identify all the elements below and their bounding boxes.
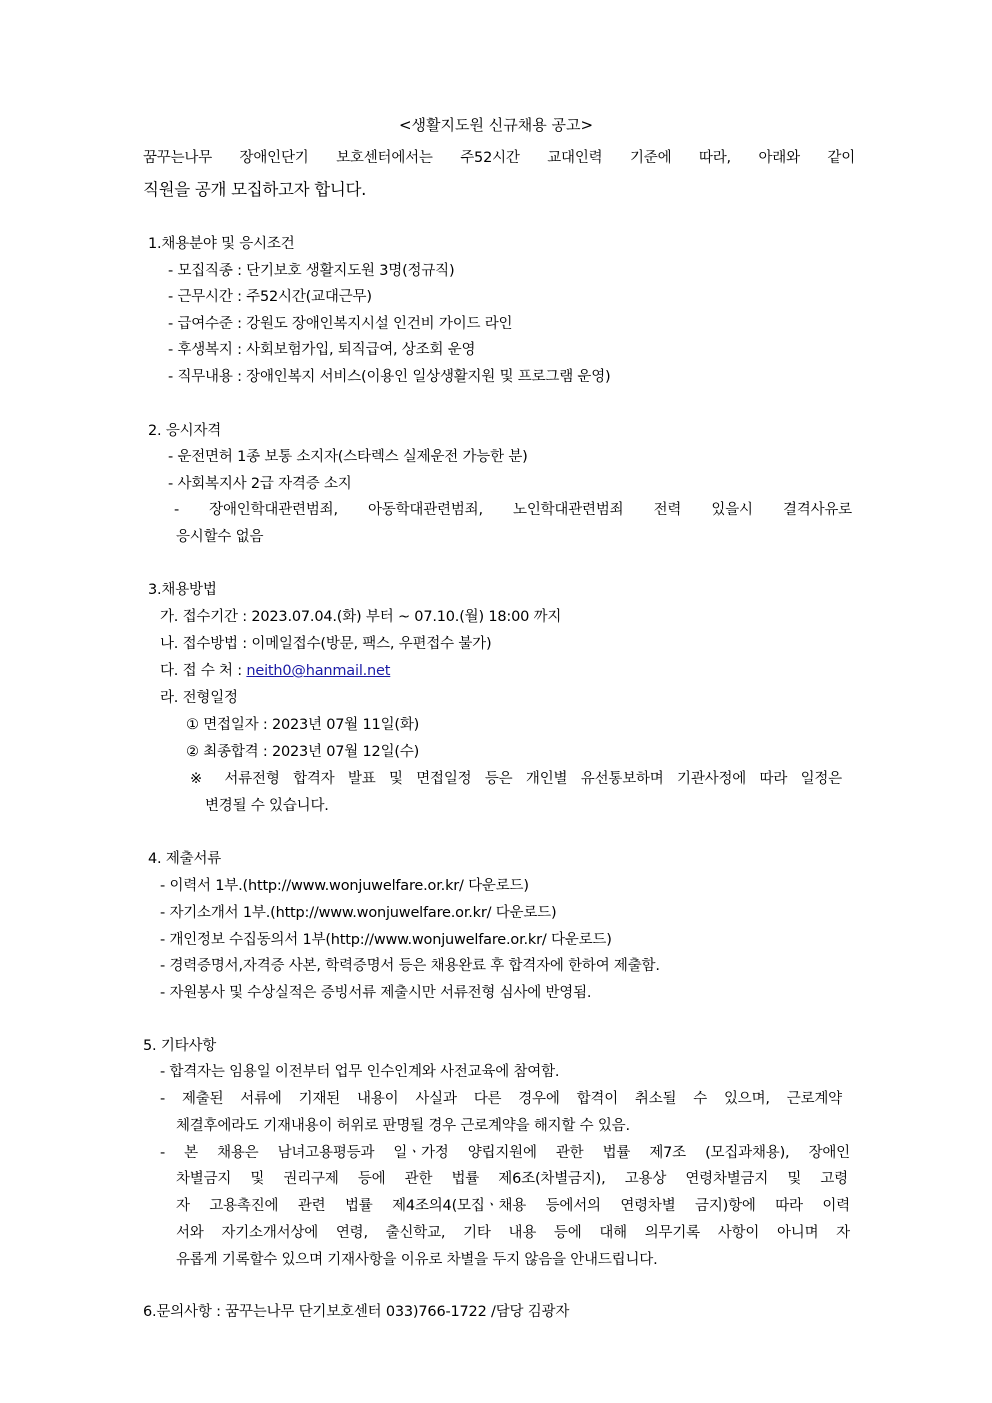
misc-item-equality-line-2: 차별금지 및 권리구제 등에 관한 법률 제6조(차별금지), 고용상 연령차별금지 및 고령 [176,1171,848,1187]
misc-item-equality-line-1: - 본 채용은 남녀고용평등과 일ㆍ가정 양립지원에 관한 법률 제7조 (모집과채용), 장애인 [160,1145,850,1161]
document-item-self-intro: - 자기소개서 1부.(http://www.wonjuwelfare.or.kr/ 다운로드) [160,905,557,921]
section2-note-line-2: 응시할수 없음 [176,529,264,545]
document-item-certificates: - 경력증명서,자격증 사본, 학력증명서 등은 채용완료 후 합격자에 한하여 제출함. [160,958,660,974]
notice-line-1: ※ 서류전형 합격자 발표 및 면접일정 등은 개인별 유선통보하며 기관사정에 따라 일정은 [190,771,842,787]
section4-heading: 4. 제출서류 [148,851,222,867]
misc-item-equality-line-3: 자 고용촉진에 관련 법률 제4조의4(모집ㆍ채용 등에서의 연령차별 금지)항에 따라 이력 [176,1198,850,1214]
misc-item-false-info-line-1: - 제출된 서류에 기재된 내용이 사실과 다른 경우에 합격이 취소될 수 있으며, 근로계약 [160,1091,842,1107]
section5-heading: 5. 기타사항 [143,1038,217,1054]
notice-line-2: 변경될 수 있습니다. [205,798,329,814]
section3-heading: 3.채용방법 [148,582,217,598]
contact-info: 6.문의사항 : 꿈꾸는나무 단기보호센터 033)766-1722 /담당 김광자 [143,1304,570,1320]
section2-note-line-1: - 장애인학대관련범죄, 아동학대관련범죄, 노인학대관련범죄 전력 있을시 결격사유로 [174,502,852,518]
document-item-resume: - 이력서 1부.(http://www.wonjuwelfare.or.kr/ 다운로드) [160,878,529,894]
recipient-label: 다. 접 수 처 : [160,663,247,679]
interview-date: ① 면접일자 : 2023년 07월 11일(화) [186,717,420,733]
recipient-email-link[interactable]: neith0@hanmail.net [246,663,391,679]
schedule-heading: 라. 전형일정 [160,690,238,706]
application-method: 나. 접수방법 : 이메일접수(방문, 팩스, 우편접수 불가) [160,636,492,652]
section2-item-certificate: - 사회복지사 2급 자격증 소지 [168,476,352,492]
final-pass-date: ② 최종합격 : 2023년 07월 12일(수) [186,744,420,760]
section1-item-welfare: - 후생복지 : 사회보험가입, 퇴직급여, 상조회 운영 [168,342,476,358]
intro-line-2: 직원을 공개 모집하고자 합니다. [143,180,367,199]
intro-line-1: 꿈꾸는나무 장애인단기 보호센터에서는 주52시간 교대인력 기준에 따라, 아래와 같이 [143,150,855,166]
document-title: <생활지도원 신규채용 공고> [398,116,594,134]
document-item-volunteer: - 자원봉사 및 수상실적은 증빙서류 제출시만 서류전형 심사에 반영됨. [160,985,592,1001]
misc-item-equality-line-5: 유롭게 기록할수 있으며 기재사항을 이유로 차별을 두지 않음을 안내드립니다. [176,1252,658,1268]
misc-item-false-info-line-2: 체결후에라도 기재내용이 허위로 판명될 경우 근로계약을 해지할 수 있음. [176,1118,630,1134]
document-item-privacy-consent: - 개인정보 수집동의서 1부(http://www.wonjuwelfare.or.kr/ 다운로드) [160,932,612,948]
section1-heading: 1.채용분야 및 응시조건 [148,236,295,252]
misc-item-training: - 합격자는 임용일 이전부터 업무 인수인계와 사전교육에 참여함. [160,1064,560,1080]
section1-item-recruit-type: - 모집직종 : 단기보호 생활지도원 3명(정규직) [168,263,455,279]
section2-heading: 2. 응시자격 [148,423,222,439]
application-period: 가. 접수기간 : 2023.07.04.(화) 부터 ~ 07.10.(월) 18:00 까지 [160,609,562,625]
section2-item-license: - 운전면허 1종 보통 소지자(스타렉스 실제운전 가능한 분) [168,449,528,465]
application-recipient [160,659,390,680]
section1-item-duties: - 직무내용 : 장애인복지 서비스(이용인 일상생활지원 및 프로그램 운영) [168,369,611,385]
section1-item-salary: - 급여수준 : 강원도 장애인복지시설 인건비 가이드 라인 [168,316,513,332]
section1-item-work-hours: - 근무시간 : 주52시간(교대근무) [168,289,372,305]
misc-item-equality-line-4: 서와 자기소개서상에 연령, 출신학교, 기타 내용 등에 대해 의무기록 사항이 아니며 자 [176,1225,850,1241]
